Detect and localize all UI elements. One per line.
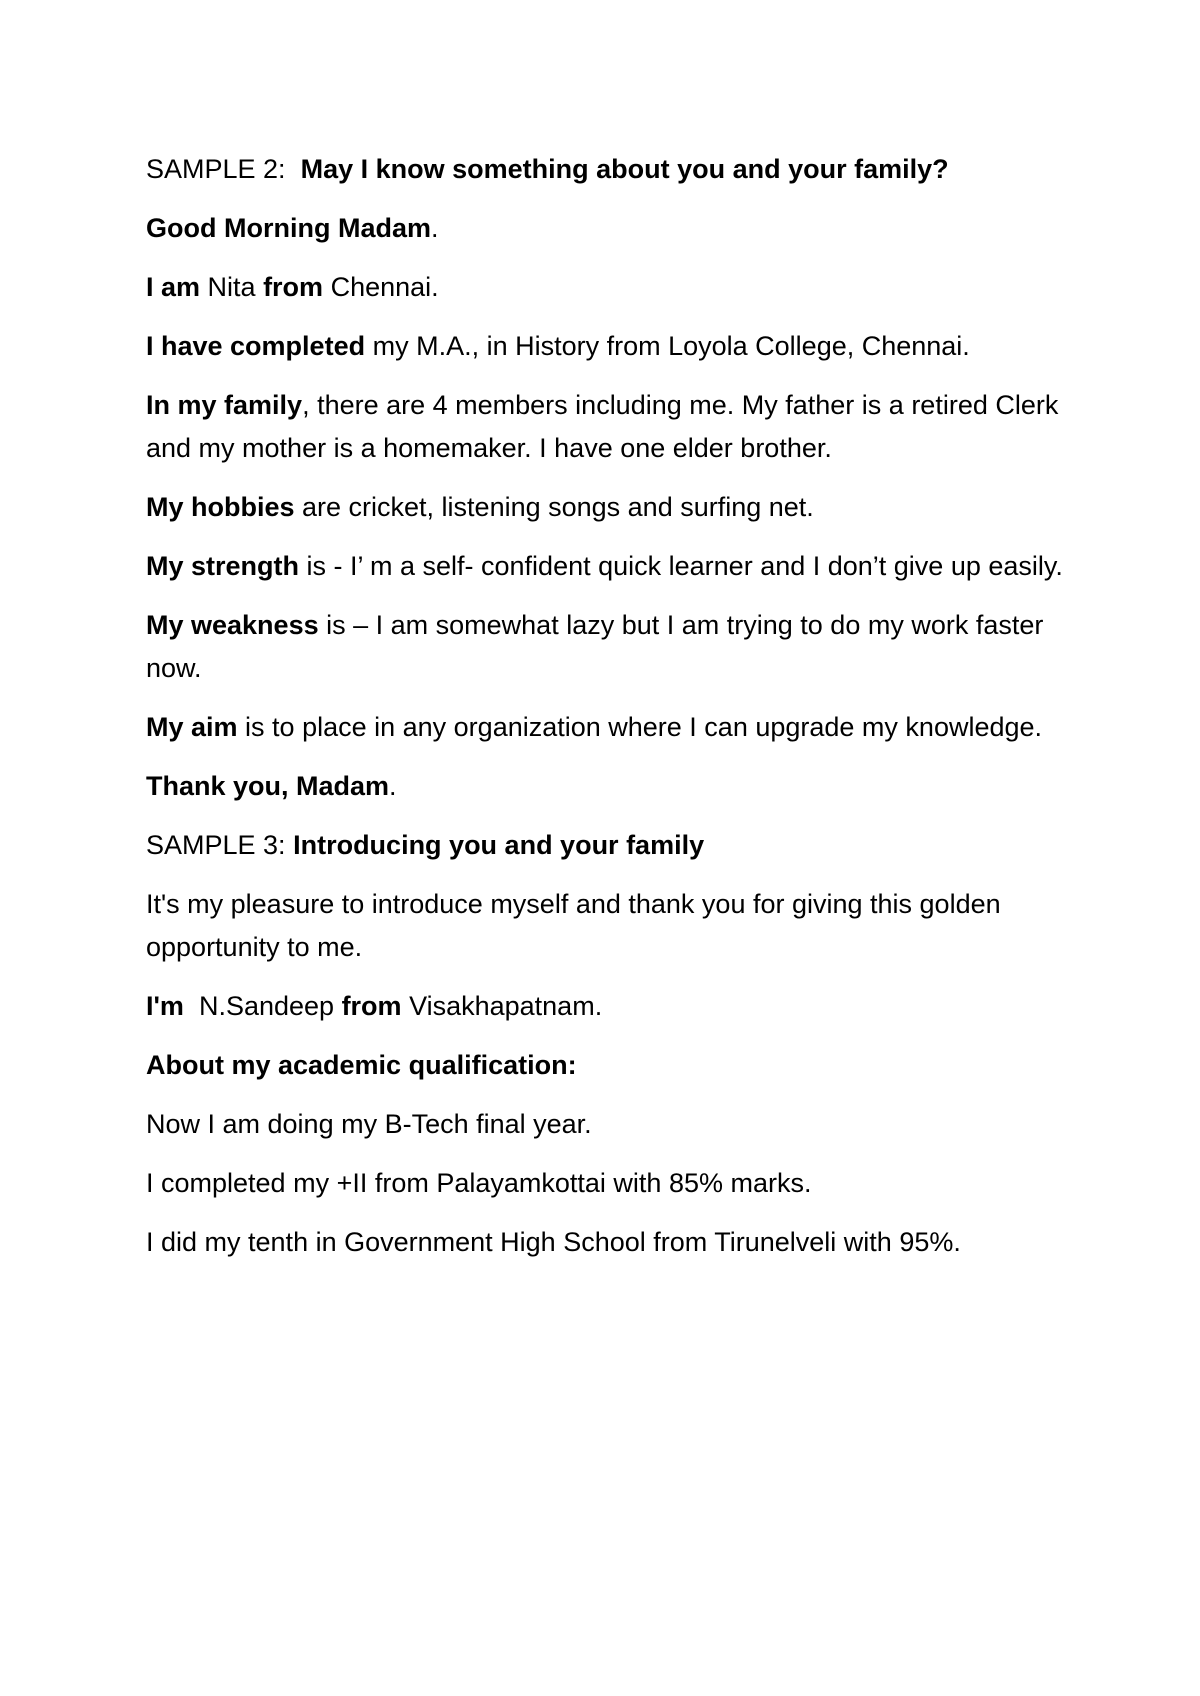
name-bold-2: from <box>263 272 324 302</box>
education-bold: I have completed <box>146 331 366 361</box>
greeting-period: . <box>430 213 439 243</box>
thanks-text: Thank you, Madam <box>146 771 390 801</box>
name-bold-1: I am <box>146 272 201 302</box>
family-bold: In my family <box>146 390 303 420</box>
academic-heading: About my academic qualification: <box>146 1050 577 1080</box>
name-paragraph <box>146 266 1096 309</box>
sample2-question: May I know something about you and your family? <box>300 154 949 184</box>
hobbies-text: are cricket, listening songs and surfing net. <box>294 492 814 522</box>
sample3-title: Introducing you and your family <box>293 830 705 860</box>
aim-bold: My aim <box>146 712 238 742</box>
sandeep-text-1: N.Sandeep <box>183 991 342 1021</box>
sandeep-bold-1: I'm <box>146 991 184 1021</box>
sandeep-text-2: Visakhapatnam. <box>401 991 603 1021</box>
strength-bold: My strength <box>146 551 300 581</box>
greeting-text: Good Morning Madam <box>146 213 431 243</box>
thanks-period: . <box>389 771 397 801</box>
name-text-1: Nita <box>200 272 264 302</box>
hobbies-paragraph <box>146 486 1096 529</box>
strength-paragraph <box>146 545 1096 588</box>
academic-line-1: Now I am doing my B-Tech final year. <box>146 1109 592 1139</box>
intro-paragraph: It's my pleasure to introduce myself and thank you for giving this golden opportunity to me. <box>146 889 1001 962</box>
education-text: my M.A., in History from Loyola College, Chennai. <box>365 331 970 361</box>
hobbies-bold: My hobbies <box>146 492 295 522</box>
family-text: , there are 4 members including me. My father is a retired Clerk and my mother is a homemaker. I have one elder brother. <box>146 390 1059 463</box>
sandeep-name-paragraph <box>146 985 1096 1028</box>
weakness-paragraph <box>146 604 1096 690</box>
education-paragraph <box>146 325 1096 368</box>
name-text-2: Chennai. <box>323 272 439 302</box>
academic-line-3: I did my tenth in Government High School from Tirunelveli with 95%. <box>146 1227 961 1257</box>
greeting-paragraph <box>146 207 1096 250</box>
sandeep-bold-2: from <box>341 991 402 1021</box>
sample3-label: SAMPLE 3: <box>146 830 286 860</box>
aim-text: is to place in any organization where I can upgrade my knowledge. <box>237 712 1043 742</box>
weakness-bold: My weakness <box>146 610 319 640</box>
sample2-label: SAMPLE 2: <box>146 154 286 184</box>
aim-paragraph <box>146 706 1096 749</box>
weakness-text: is – I am somewhat lazy but I am trying to do my work faster now. <box>146 610 1044 683</box>
strength-text: is - I’ m a self- confident quick learner and I don’t give up easily. <box>299 551 1063 581</box>
document-page <box>146 148 1096 1280</box>
thanks-paragraph <box>146 765 1096 808</box>
academic-line-2: I completed my +II from Palayamkottai with 85% marks. <box>146 1168 812 1198</box>
family-paragraph <box>146 384 1096 470</box>
sample2-heading <box>146 148 1096 191</box>
sample3-heading <box>146 824 1096 867</box>
